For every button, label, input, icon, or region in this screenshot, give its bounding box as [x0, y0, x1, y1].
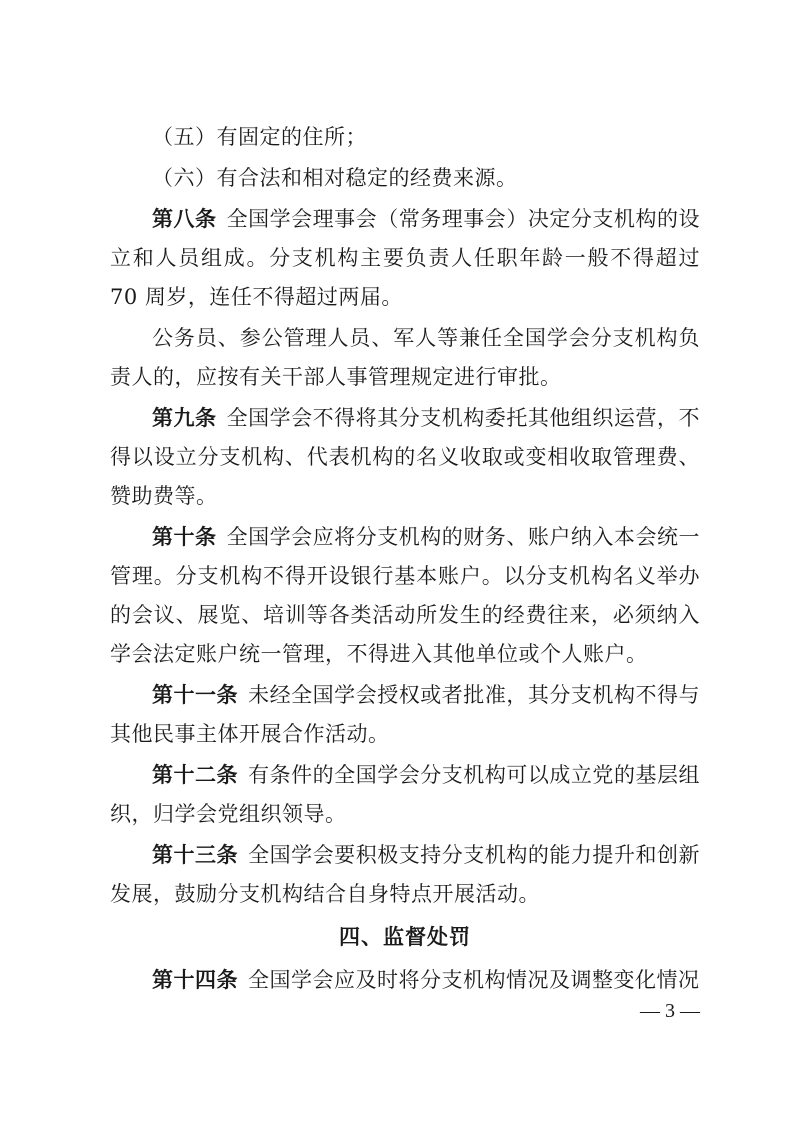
- article-text: 全国学会要积极支持分支机构的能力提升和创新发展，鼓励分支机构结合自身特点开展活动。: [110, 843, 701, 906]
- article-14: [110, 961, 700, 1000]
- clause-text: （六）有合法和相对稳定的经费来源。: [152, 166, 518, 190]
- article-number: 第十条: [152, 525, 217, 549]
- article-number: 第十四条: [152, 968, 238, 992]
- article-11: [110, 676, 700, 754]
- article-text: 全国学会理事会（常务理事会）决定分支机构的设立和人员组成。分支机构主要负责人任职年龄一般不得超过 70 周岁，连任不得超过两届。: [110, 207, 700, 309]
- page-number: — 3 —: [640, 1000, 700, 1022]
- article-8: [110, 200, 700, 317]
- article-text: 有条件的全国学会分支机构可以成立党的基层组织，归学会党组织领导。: [110, 763, 701, 826]
- article-number: 第十二条: [152, 763, 239, 787]
- article-text: 公务员、参公管理人员、军人等兼任全国学会分支机构负责人的，应按有关干部人事管理规定进行审批。: [110, 326, 700, 389]
- article-13: [110, 836, 700, 914]
- clause-text: （五）有固定的住所；: [152, 125, 367, 149]
- article-text: 全国学会应将分支机构的财务、账户纳入本会统一管理。分支机构不得开设银行基本账户。以分支机构名义举办的会议、展览、培训等各类活动所发生的经费往来，必须纳入学会法定账户统一管理，不得进入其他单位或个人账户。: [110, 525, 700, 666]
- article-number: 第八条: [152, 207, 217, 231]
- section-heading: 四、监督处罚: [339, 925, 471, 949]
- clause-6: [110, 159, 700, 198]
- article-9: [110, 399, 700, 516]
- article-10: [110, 518, 700, 674]
- article-number: 第十一条: [152, 683, 239, 707]
- clause-5: [110, 118, 700, 157]
- article-text: 未经全国学会授权或者批准，其分支机构不得与其他民事主体开展合作活动。: [110, 683, 701, 746]
- article-number: 第十三条: [152, 843, 239, 867]
- article-text: 全国学会不得将其分支机构委托其他组织运营，不得以设立分支机构、代表机构的名义收取或变相收取管理费、赞助费等。: [110, 406, 700, 508]
- article-8-paragraph-2: [110, 319, 700, 397]
- article-number: 第九条: [152, 406, 217, 430]
- document-body: [110, 118, 700, 1000]
- article-12: [110, 756, 700, 834]
- article-text: 全国学会应及时将分支机构情况及调整变化情况: [248, 968, 700, 992]
